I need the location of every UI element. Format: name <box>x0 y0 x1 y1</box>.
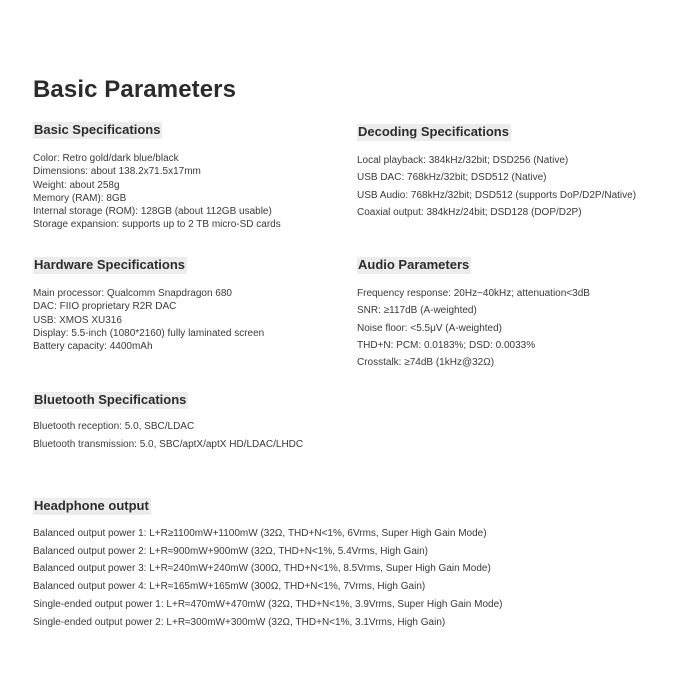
basic-spec-line: Weight: about 258g <box>33 179 120 191</box>
hardware-spec-line: Display: 5.5-inch (1080*2160) fully laminated screen <box>33 327 265 339</box>
decoding-spec-line: USB DAC: 768kHz/32bit; DSD512 (Native) <box>357 172 547 184</box>
audio-param-line: Crosstalk: ≥74dB (1kHz@32Ω) <box>357 357 495 369</box>
bluetooth-spec-line: Bluetooth reception: 5.0, SBC/LDAC <box>33 421 195 432</box>
headphone-output-line: Single-ended output power 2: L+R≈300mW+300mW (32Ω, THD+N<1%, 3.1Vrms, High Gain) <box>33 616 446 628</box>
headphone-output-line: Single-ended output power 1: L+R≈470mW+470mW (32Ω, THD+N<1%, 3.9Vrms, Super High Gain Mode) <box>33 598 503 610</box>
headphone-output-heading: Headphone output <box>34 498 149 513</box>
bluetooth-specifications-heading: Bluetooth Specifications <box>34 392 187 407</box>
decoding-specifications-section <box>357 123 636 221</box>
headphone-output-line: Balanced output power 1: L+R≥1100mW+1100mW (32Ω, THD+N<1%, 6Vrms, Super High Gain Mode) <box>33 528 487 539</box>
audio-param-line: SNR: ≥117dB (A-weighted) <box>357 305 477 317</box>
basic-specifications-section <box>33 121 281 232</box>
audio-param-line: Noise floor: <5.5μV (A-weighted) <box>357 322 502 334</box>
hardware-spec-line: DAC: FIIO proprietary R2R DAC <box>33 301 177 313</box>
decoding-spec-line: USB Audio: 768kHz/32bit; DSD512 (supports DoP/D2P/Native) <box>357 189 637 201</box>
decoding-specifications-heading: Decoding Specifications <box>358 124 509 139</box>
basic-spec-line: Internal storage (ROM): 128GB (about 112GB usable) <box>33 206 272 218</box>
bluetooth-spec-line: Bluetooth transmission: 5.0, SBC/aptX/aptX HD/LDAC/LHDC <box>33 438 304 450</box>
headphone-output-section <box>33 497 502 631</box>
hardware-specifications-heading: Hardware Specifications <box>34 257 185 272</box>
audio-parameters-section <box>357 256 590 371</box>
audio-param-line: Frequency response: 20Hz~40kHz; attenuation<3dB <box>357 288 590 299</box>
audio-param-line: THD+N: PCM: 0.0183%; DSD: 0.0033% <box>357 339 536 351</box>
headphone-output-line: Balanced output power 4: L+R≈165mW+165mW (300Ω, THD+N<1%, 7Vrms, High Gain) <box>33 581 426 593</box>
audio-parameters-heading: Audio Parameters <box>358 257 470 272</box>
bluetooth-specifications-section <box>33 391 303 453</box>
basic-specifications-heading: Basic Specifications <box>34 122 161 137</box>
hardware-specifications-section <box>33 256 264 353</box>
page-title: Basic Parameters <box>33 76 237 103</box>
decoding-spec-line: Local playback: 384kHz/32bit; DSD256 (Native) <box>357 155 569 166</box>
basic-spec-line: Color: Retro gold/dark blue/black <box>33 153 179 164</box>
hardware-spec-line: Main processor: Qualcomm Snapdragon 680 <box>33 288 232 299</box>
headphone-output-line: Balanced output power 2: L+R≈900mW+900mW (32Ω, THD+N<1%, 5.4Vrms, High Gain) <box>33 545 428 557</box>
hardware-spec-line: Battery capacity: 4400mAh <box>33 341 153 353</box>
basic-spec-line: Memory (RAM): 8GB <box>33 192 127 204</box>
headphone-output-line: Balanced output power 3: L+R≈240mW+240mW (300Ω, THD+N<1%, 8.5Vrms, Super High Gain Mode) <box>33 563 491 575</box>
basic-spec-line: Dimensions: about 138.2x71.5x17mm <box>33 166 201 178</box>
hardware-spec-line: USB: XMOS XU316 <box>33 314 122 326</box>
basic-spec-line: Storage expansion: supports up to 2 TB micro-SD cards <box>33 219 281 231</box>
decoding-spec-line: Coaxial output: 384kHz/24bit; DSD128 (DOP/D2P) <box>357 206 582 218</box>
